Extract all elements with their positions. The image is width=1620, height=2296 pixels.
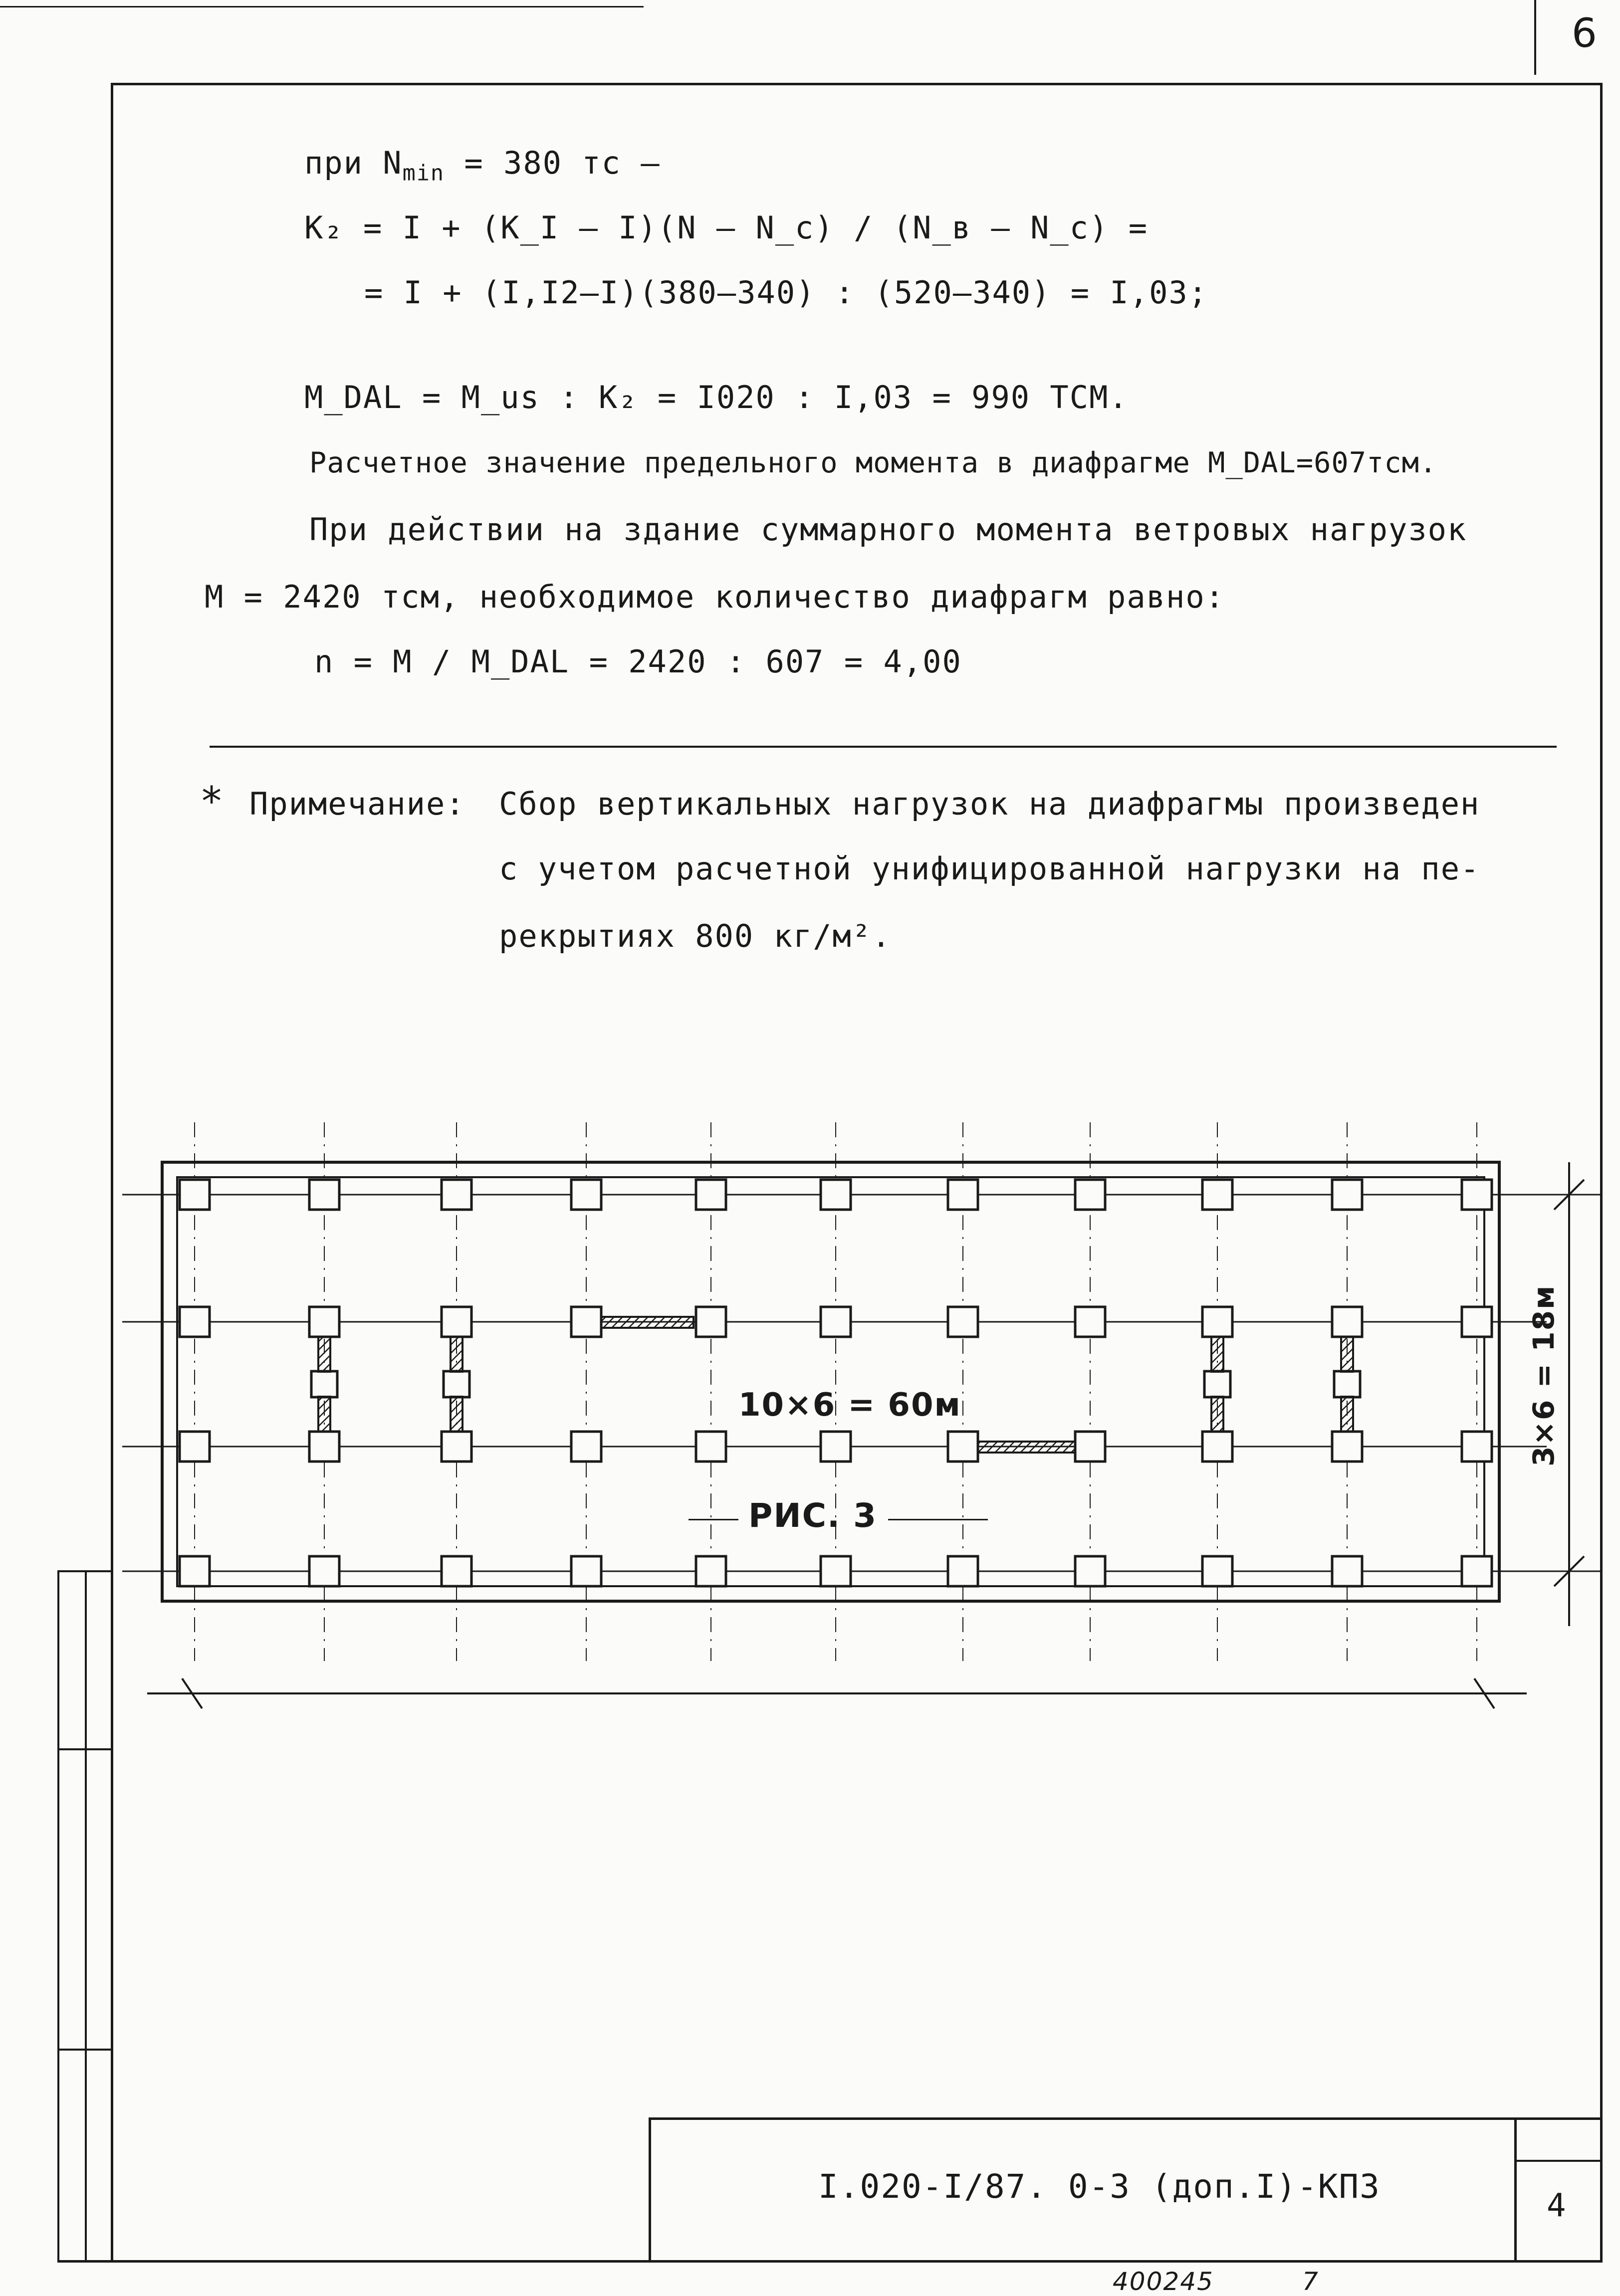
diaphragm xyxy=(978,1442,1075,1453)
column xyxy=(696,1432,726,1461)
sheet-cell-top xyxy=(1514,2160,1603,2162)
column xyxy=(571,1307,601,1337)
figure-caption: РИС. 3 xyxy=(748,1496,878,1535)
column xyxy=(311,1371,337,1397)
diaphragm xyxy=(1211,1397,1223,1432)
calc-line-5: Расчетное значение предельного момента в диафрагме M_DAL=607тсм. xyxy=(309,446,1437,479)
column xyxy=(180,1180,210,1210)
column xyxy=(309,1307,339,1337)
calc-line-7: M = 2420 тсм, необходимое количество диафрагм равно: xyxy=(205,579,1225,615)
column xyxy=(821,1180,851,1210)
column xyxy=(821,1307,851,1337)
column xyxy=(696,1556,726,1586)
calc-line-2: K₂ = I + (K_I – I)(N – N_c) / (N_в – N_c) = xyxy=(304,209,1149,246)
column xyxy=(948,1180,978,1210)
column xyxy=(442,1307,471,1337)
diaphragm xyxy=(318,1397,330,1432)
diaphragm xyxy=(451,1397,463,1432)
column xyxy=(1462,1180,1492,1210)
diaphragm xyxy=(1341,1397,1353,1432)
column xyxy=(948,1307,978,1337)
column xyxy=(1204,1371,1230,1397)
column xyxy=(1075,1180,1105,1210)
diaphragm xyxy=(318,1337,330,1372)
column xyxy=(180,1307,210,1337)
height-dimension: 3×6 = 18м xyxy=(1527,1284,1561,1466)
column xyxy=(948,1556,978,1586)
column xyxy=(1202,1307,1232,1337)
column xyxy=(1332,1180,1362,1210)
column xyxy=(180,1432,210,1461)
column xyxy=(1075,1432,1105,1461)
diaphragm xyxy=(601,1317,694,1328)
column xyxy=(571,1556,601,1586)
column xyxy=(1462,1556,1492,1586)
column xyxy=(442,1432,471,1461)
binding-row-2 xyxy=(57,2049,112,2051)
column xyxy=(1075,1556,1105,1586)
column xyxy=(1202,1556,1232,1586)
column xyxy=(1332,1432,1362,1461)
note-asterisk: * xyxy=(200,778,225,825)
diaphragm xyxy=(1341,1337,1353,1372)
column xyxy=(442,1180,471,1210)
column xyxy=(696,1307,726,1337)
diaphragm xyxy=(451,1337,463,1372)
column xyxy=(180,1556,210,1586)
calc-line-1-rest: = 380 тс – xyxy=(445,145,661,181)
document-code: I.020-I/87. 0-3 (доп.I)-КПЗ xyxy=(818,2167,1381,2206)
column xyxy=(571,1432,601,1461)
column xyxy=(444,1371,469,1397)
archive-number: 400245 xyxy=(1113,2267,1214,2296)
note-line-3: рекрытиях 800 кг/м². xyxy=(499,918,892,954)
column xyxy=(821,1432,851,1461)
calc-line-6: При действии на здание суммарного момента ветровых нагрузок xyxy=(309,511,1467,548)
corner-number: 6 xyxy=(1572,10,1598,56)
diaphragm xyxy=(1211,1337,1223,1372)
column xyxy=(1462,1307,1492,1337)
column xyxy=(571,1180,601,1210)
column xyxy=(948,1432,978,1461)
column xyxy=(696,1180,726,1210)
note-label: Примечание: xyxy=(249,786,465,822)
column xyxy=(309,1556,339,1586)
caption-dash-left xyxy=(689,1519,738,1520)
column xyxy=(1334,1371,1360,1397)
note-line-1: Сбор вертикальных нагрузок на диафрагмы произведен xyxy=(499,786,1480,822)
column xyxy=(1202,1432,1232,1461)
outer-wall xyxy=(162,1162,1499,1601)
archive-suffix: 7 xyxy=(1302,2267,1319,2296)
column xyxy=(1332,1556,1362,1586)
calc-line-4: M_DAL = M_us : K₂ = I020 : I,03 = 990 ТСМ. xyxy=(304,379,1129,416)
calc-line-8: n = M / M_DAL = 2420 : 607 = 4,00 xyxy=(314,643,962,680)
width-dimension: 10×6 = 60м xyxy=(738,1387,961,1424)
note-line-2: с учетом расчетной унифицированной нагрузки на пе- xyxy=(499,850,1480,887)
column xyxy=(1075,1307,1105,1337)
calc-line-3: = I + (I,I2–I)(380–340) : (520–340) = I,03; xyxy=(364,274,1208,311)
sheet-number: 4 xyxy=(1547,2187,1567,2224)
column xyxy=(309,1180,339,1210)
caption-dash-right xyxy=(888,1519,988,1520)
calc-line-1-sub: min xyxy=(402,161,445,186)
column xyxy=(442,1556,471,1586)
column xyxy=(821,1556,851,1586)
calc-line-1-prefix: при N xyxy=(304,145,403,181)
column xyxy=(309,1432,339,1461)
title-block-divider xyxy=(1514,2117,1517,2263)
column xyxy=(1202,1180,1232,1210)
column xyxy=(1462,1432,1492,1461)
column xyxy=(1332,1307,1362,1337)
